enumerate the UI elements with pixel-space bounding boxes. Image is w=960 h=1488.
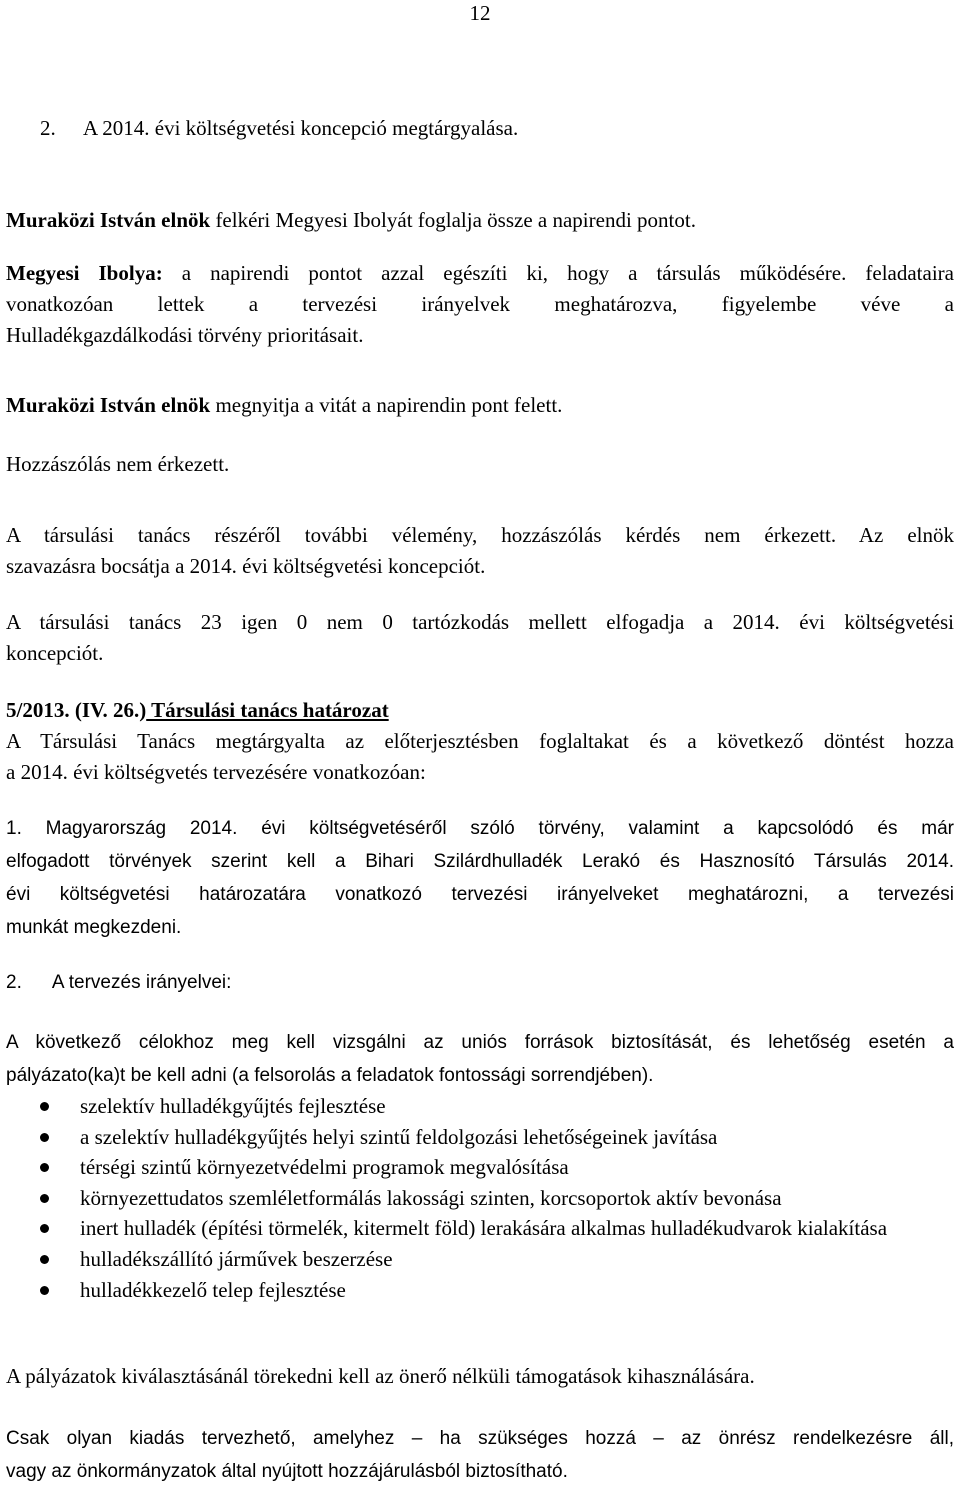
speaker-name: Muraközi István elnök [6,208,211,232]
speaker-name: Megyesi Ibolya: [6,261,163,285]
text-line: munkát megkezdeni. [6,917,182,938]
bullet-icon [40,1286,49,1295]
text-line: A következő célokhoz meg kell vizsgálni az uniós források biztosítását, és lehetőség esetén a [6,1032,954,1053]
list-item: környezettudatos szemléletformálás lakossági szinten, korcsoportok aktív bevonása [0,1183,954,1214]
agenda-item-text: A 2014. évi költségvetési koncepció megtárgyalása. [83,116,519,140]
bullet-icon [40,1224,49,1233]
resolution-number: 5/2013. (IV. 26.) [6,698,147,722]
text-line: vonatkozóan lettek a tervezési irányelvek meghatározva, figyelembe véve a [6,292,954,316]
paragraph-vote-result [6,607,954,669]
paragraph-chair-request [6,205,954,236]
text-line: Hulladékgazdálkodási törvény prioritásait. [6,323,364,347]
text-line: A társulási tanács 23 igen 0 nem 0 tartózkodás mellett elfogadja a 2014. évi költségvetési [6,610,954,634]
list-item: inert hulladék (építési törmelék, kitermelt föld) lerakására alkalmas hulladékudvarok kialakítása [0,1213,954,1244]
paragraph-rapporteur [6,258,954,351]
resolution-title: Társulási tanács határozat [146,698,389,722]
speaker-name: Muraközi István elnök [6,393,211,417]
text-line: pályázato(ka)t be kell adni (a felsorolás a feladatok fontossági sorrendjében). [6,1065,654,1086]
bullet-icon [40,1194,49,1203]
text-line: évi költségvetési határozatára vonatkozó tervezési irányelveket meghatározni, a tervezési [6,884,954,905]
text-line: A társulási tanács részéről további vélemény, hozzászólás kérdés nem érkezett. Az elnök [6,523,954,547]
text-line: Csak olyan kiadás tervezhető, amelyhez – ha szükséges hozzá – az önrész rendelkezésre áll, [6,1428,954,1449]
page-number: 12 [469,1,491,25]
resolution-point-2-heading [6,966,954,999]
text-line: szavazásra bocsátja a 2014. évi költségvetési koncepciót. [6,554,486,578]
paragraph-no-comments: Hozzászólás nem érkezett. [6,452,230,476]
list-item: szelektív hulladékgyűjtés fejlesztése [0,1091,954,1122]
text-line: 1. Magyarország 2014. évi költségvetéséről szóló törvény, valamint a kapcsolódó és már [6,818,954,839]
list-item: hulladékkezelő telep fejlesztése [0,1275,954,1306]
paragraph-text: megnyitja a vitát a napirendin pont felett. [210,393,563,417]
text-line: koncepciót. [6,641,104,665]
agenda-item-title [40,113,954,144]
list-item: hulladékszállító járművek beszerzése [0,1244,954,1275]
text-line: Megyesi Ibolya: a napirendi pontot azzal egészíti ki, hogy a társulás működésére. feladataira [6,261,954,285]
guideline-list [0,1091,954,1305]
point-number: 2. [6,972,22,993]
paragraph-debate-open [6,390,954,421]
paragraph-own-contribution: A pályázatok kiválasztásánál törekedni kell az önerő nélküli támogatások kihasználására. [6,1364,755,1388]
paragraph-expenditure-rule [6,1422,954,1488]
point-title: A tervezés irányelvei: [51,972,232,993]
paragraph-eu-funding [6,1026,954,1092]
paragraph-vote-call [6,520,954,582]
text-line: elfogadott törvények szerint kell a Bihari Szilárdhulladék Lerakó és Hasznosító Társulás 2014. [6,851,954,872]
bullet-icon [40,1163,49,1172]
bullet-icon [40,1102,49,1111]
agenda-item-number: 2. [40,116,56,140]
list-item: térségi szintű környezetvédelmi programok megvalósítása [0,1152,954,1183]
resolution-block [6,695,954,788]
text-line: A Társulási Tanács megtárgyalta az előterjesztésben foglaltakat és a következő döntést hozza [6,729,954,753]
bullet-icon [40,1255,49,1264]
text-line: a 2014. évi költségvetés tervezésére vonatkozóan: [6,760,426,784]
paragraph-text: felkéri Megyesi Ibolyát foglalja össze a napirendi pontot. [210,208,696,232]
resolution-point-1 [6,812,954,944]
resolution-heading [6,695,954,726]
text-line: vagy az önkormányzatok által nyújtott hozzájárulásból biztosítható. [6,1461,568,1482]
bullet-icon [40,1133,49,1142]
list-item: a szelektív hulladékgyűjtés helyi szintű feldolgozási lehetőségeinek javítása [0,1122,954,1153]
